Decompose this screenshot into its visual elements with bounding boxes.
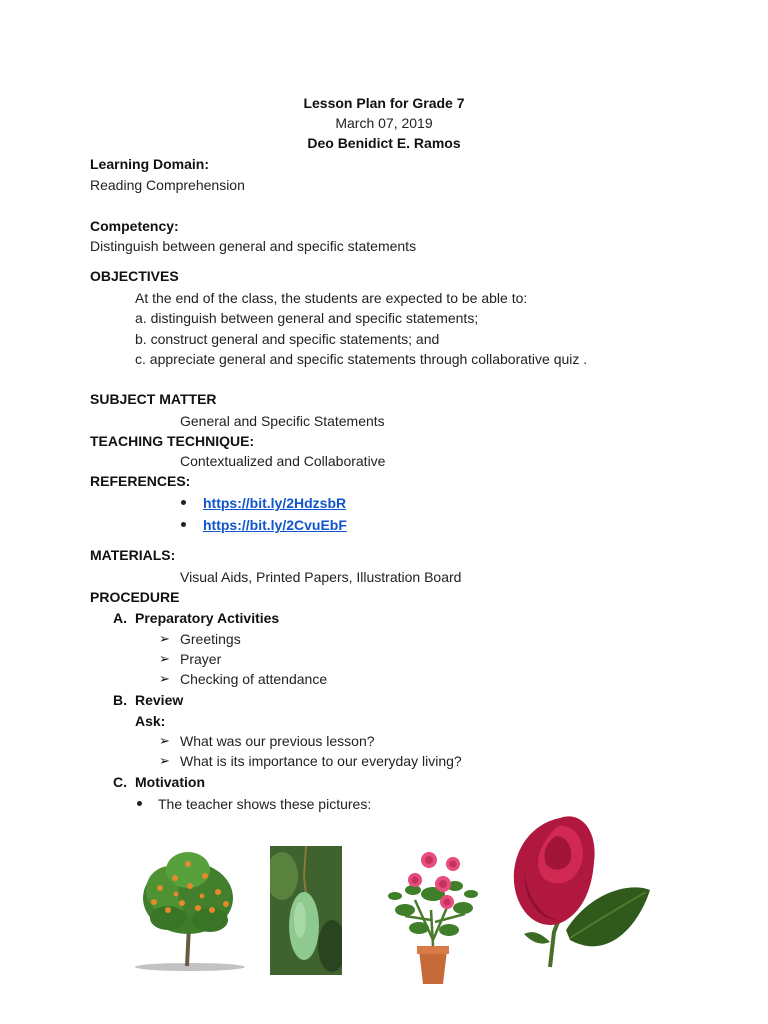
- objective-item: c. appreciate general and specific statements through collaborative quiz .: [135, 351, 588, 367]
- document-title: Lesson Plan for Grade 7: [303, 95, 465, 111]
- materials-heading: MATERIALS:: [90, 547, 176, 563]
- dot-bullet-icon: [181, 500, 186, 505]
- procedure-a-marker: A.: [113, 610, 127, 626]
- teaching-technique-heading: TEACHING TECHNIQUE:: [90, 433, 255, 449]
- arrow-bullet-icon: ➢: [159, 651, 170, 666]
- references-heading: REFERENCES:: [90, 473, 191, 489]
- arrow-bullet-icon: ➢: [159, 631, 170, 646]
- dot-bullet-icon: [181, 522, 186, 527]
- document-date: March 07, 2019: [335, 115, 433, 131]
- objectives-intro: At the end of the class, the students are expected to be able to:: [135, 290, 528, 306]
- mango-tree-image: [130, 848, 250, 973]
- potted-rose-image: [385, 850, 480, 990]
- arrow-bullet-icon: ➢: [159, 671, 170, 686]
- reference-link[interactable]: https://bit.ly/2CvuEbF: [203, 517, 347, 533]
- document-author: Deo Benidict E. Ramos: [307, 135, 461, 151]
- list-item: Prayer: [180, 651, 222, 667]
- competency-heading: Competency:: [90, 218, 179, 234]
- procedure-b-title: Review: [135, 692, 184, 708]
- list-item: What was our previous lesson?: [180, 733, 375, 749]
- list-item: What is its importance to our everyday living?: [180, 753, 462, 769]
- motivation-bullet-text: The teacher shows these pictures:: [158, 796, 372, 812]
- procedure-heading: PROCEDURE: [90, 589, 180, 605]
- competency-text: Distinguish between general and specific statements: [90, 238, 417, 254]
- reference-link[interactable]: https://bit.ly/2HdzsbR: [203, 495, 347, 511]
- rose-flower-image: [510, 812, 652, 970]
- materials-text: Visual Aids, Printed Papers, Illustration Board: [180, 569, 462, 585]
- objective-item: b. construct general and specific statements; and: [135, 331, 440, 347]
- teaching-technique-text: Contextualized and Collaborative: [180, 453, 386, 469]
- learning-domain-text: Reading Comprehension: [90, 177, 245, 193]
- list-item: Greetings: [180, 631, 241, 647]
- procedure-c-title: Motivation: [135, 774, 205, 790]
- procedure-b-ask: Ask:: [135, 713, 166, 729]
- list-item: Checking of attendance: [180, 671, 328, 687]
- subject-matter-text: General and Specific Statements: [180, 413, 385, 429]
- subject-matter-heading: SUBJECT MATTER: [90, 391, 217, 407]
- learning-domain-heading: Learning Domain:: [90, 156, 210, 172]
- dot-bullet-icon: [137, 801, 142, 806]
- arrow-bullet-icon: ➢: [159, 733, 170, 748]
- procedure-a-title: Preparatory Activities: [135, 610, 280, 626]
- objectives-heading: OBJECTIVES: [90, 268, 179, 284]
- objective-item: a. distinguish between general and specific statements;: [135, 310, 479, 326]
- mango-fruit-image: [270, 846, 342, 975]
- procedure-b-marker: B.: [113, 692, 127, 708]
- arrow-bullet-icon: ➢: [159, 753, 170, 768]
- procedure-c-marker: C.: [113, 774, 127, 790]
